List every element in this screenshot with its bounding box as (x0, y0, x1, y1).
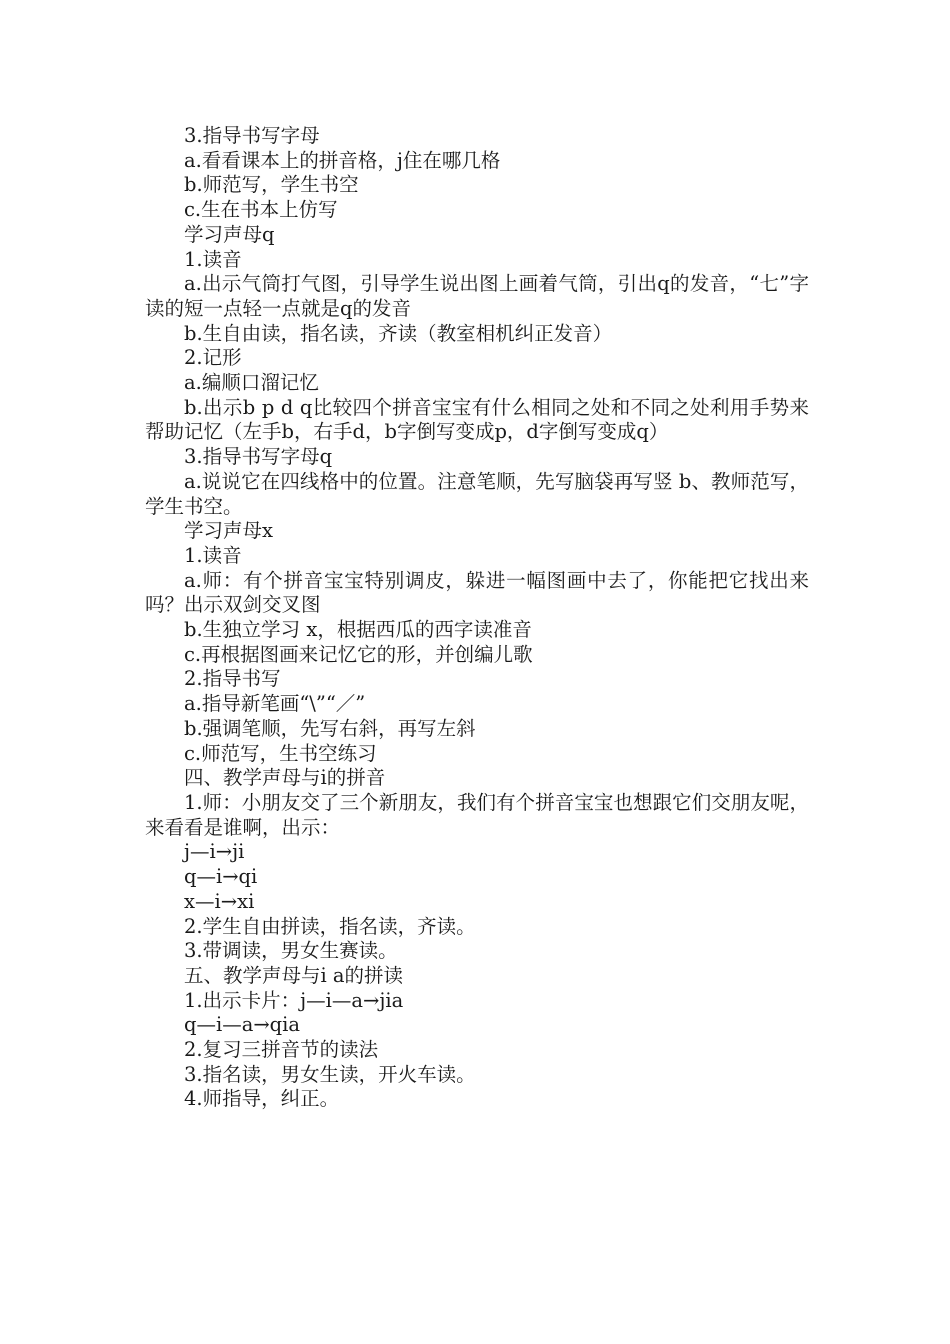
paragraph: 1.出示卡片：j—i—a→jia (184, 988, 404, 1012)
section-heading: 五、教学声母与i a的拼读 (184, 963, 404, 987)
paragraph: 4.师指导，纠正。 (184, 1087, 340, 1111)
paragraph: a.编顺口溜记忆 (184, 371, 319, 395)
paragraph: a.指导新笔画“\”“／” (184, 692, 366, 716)
paragraph: 2.学生自由拼读，指名读，齐读。 (184, 914, 476, 938)
paragraph: 2.复习三拼音节的读法 (184, 1038, 379, 1062)
section-heading: 学习声母x (184, 519, 273, 543)
section-heading: 学习声母q (184, 222, 275, 246)
paragraph: a.说说它在四线格中的位置。注意笔顺，先写脑袋再写竖 b、教师范写，学生书空。 (145, 469, 809, 518)
paragraph: b.师范写，学生书空 (184, 173, 359, 197)
paragraph: 3.指导书写字母q (184, 445, 333, 469)
paragraph: a.师：有个拼音宝宝特别调皮，躲进一幅图画中去了，你能把它找出来吗？出示双剑交叉图 (145, 568, 809, 617)
paragraph: 3.带调读，男女生赛读。 (184, 939, 398, 963)
paragraph: 3.指名读，男女生读，开火车读。 (184, 1062, 476, 1086)
paragraph: c.师范写，生书空练习 (184, 741, 377, 765)
paragraph: b.强调笔顺，先写右斜，再写左斜 (184, 716, 476, 740)
pinyin-line: j—i→ji (184, 840, 245, 864)
paragraph: 1.读音 (184, 247, 242, 271)
pinyin-line: q—i→qi (184, 865, 258, 889)
paragraph: a.看看课本上的拼音格，j住在哪几格 (184, 148, 501, 172)
paragraph: a.出示气筒打气图，引导学生说出图上画着气筒，引出q的发音，“七”字读的短一点轻一点就是q的发音 (145, 272, 809, 320)
section-heading: 四、教学声母与i的拼音 (184, 766, 386, 790)
document-body (145, 124, 809, 1112)
paragraph: 2.指导书写 (184, 667, 281, 691)
paragraph: b.生自由读，指名读，齐读（教室相机纠正发音） (184, 321, 613, 345)
paragraph: 3.指导书写字母 (184, 124, 320, 147)
paragraph: c.生在书本上仿写 (184, 198, 338, 222)
paragraph: b.出示b p d q比较四个拼音宝宝有什么相同之处和不同之处利用手势来帮助记忆（左手b，右手d，b字倒写变成p，d字倒写变成q） (145, 395, 809, 444)
paragraph: 2.记形 (184, 346, 242, 370)
paragraph: b.生独立学习 x，根据西瓜的西字读准音 (184, 618, 532, 642)
paragraph: c.再根据图画来记忆它的形，并创编儿歌 (184, 642, 533, 666)
pinyin-line: q—i—a→qia (184, 1013, 301, 1037)
paragraph: 1.读音 (184, 543, 242, 567)
pinyin-line: x—i→xi (184, 889, 255, 913)
paragraph: 1.师：小朋友交了三个新朋友，我们有个拼音宝宝也想跟它们交朋友呢，来看看是谁啊，出示： (145, 790, 809, 839)
